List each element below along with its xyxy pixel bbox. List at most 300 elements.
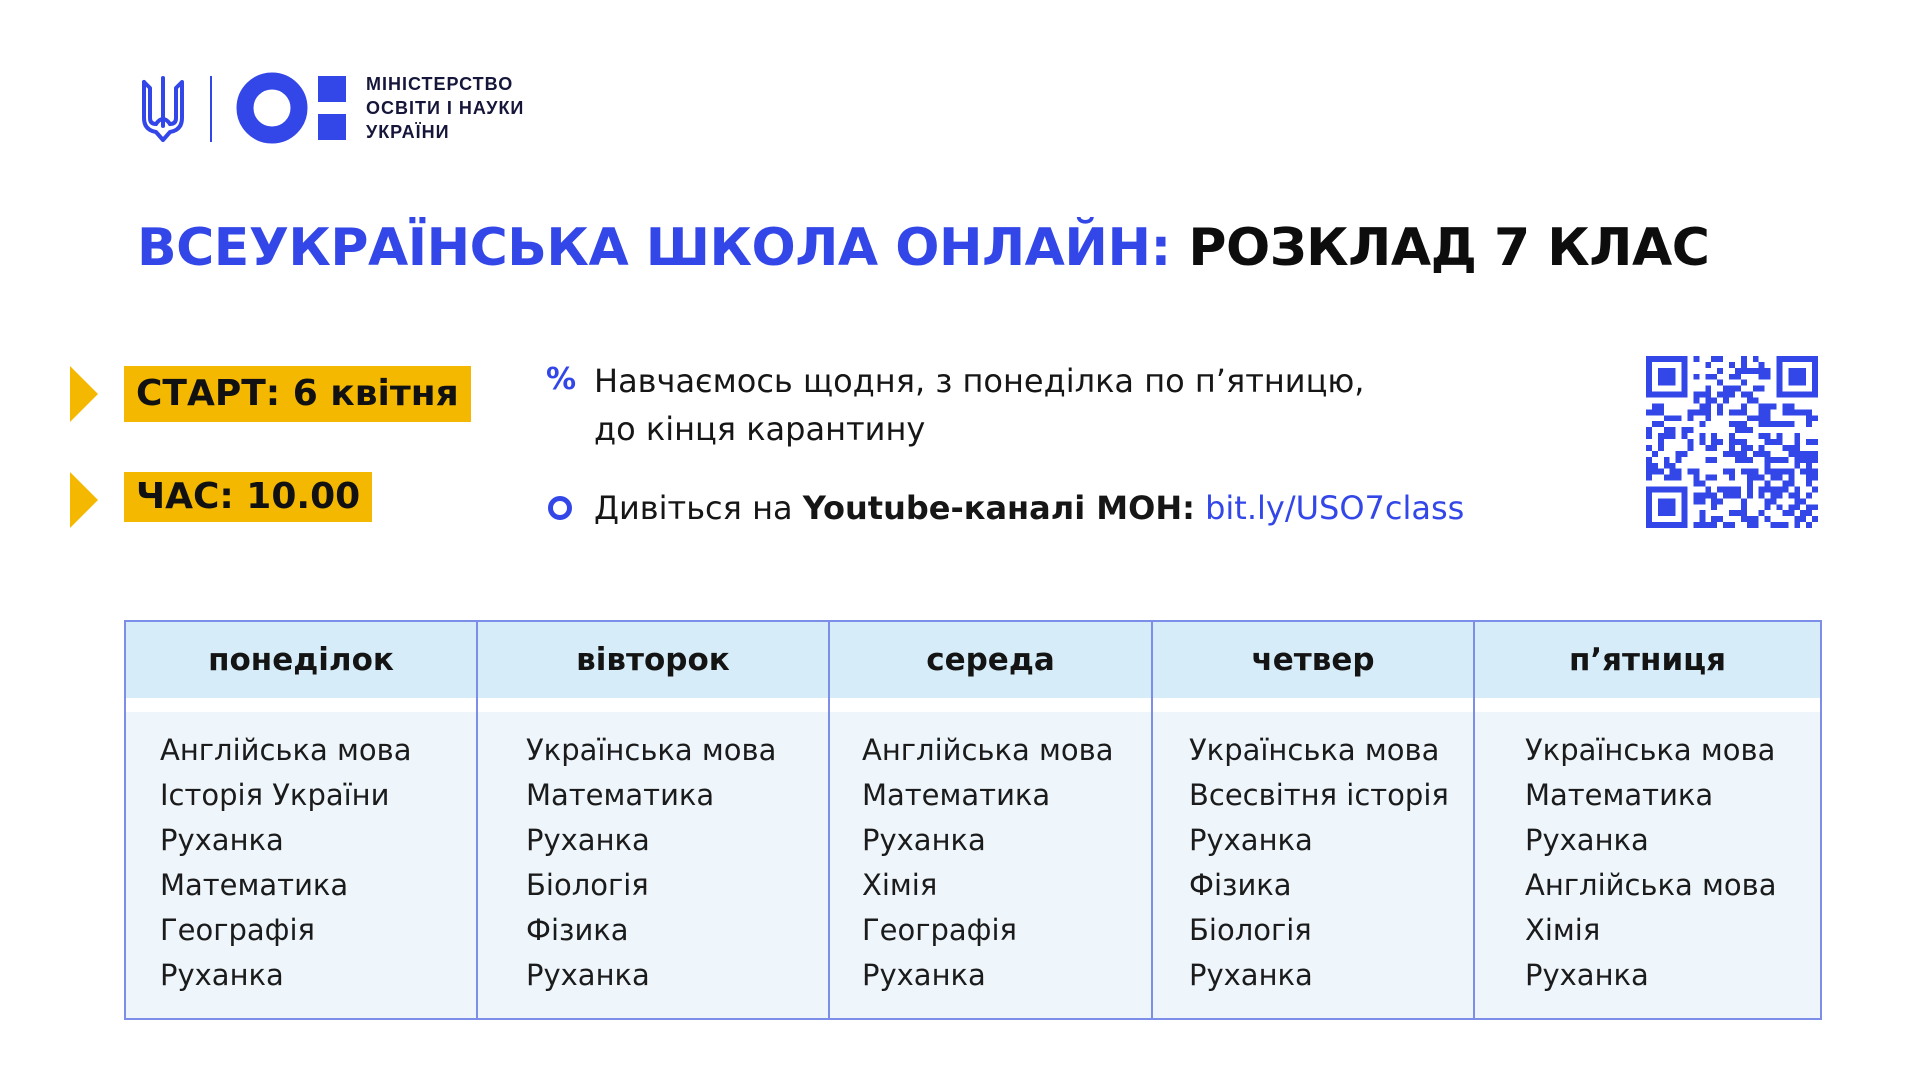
qr-module bbox=[1676, 451, 1682, 457]
qr-module bbox=[1682, 380, 1688, 386]
qr-module bbox=[1806, 439, 1812, 445]
qr-module bbox=[1652, 409, 1658, 415]
qr-module bbox=[1806, 392, 1812, 398]
qr-module bbox=[1664, 504, 1670, 510]
qr-module bbox=[1794, 451, 1800, 457]
qr-module bbox=[1812, 475, 1818, 481]
qr-module bbox=[1670, 504, 1676, 510]
qr-module bbox=[1658, 421, 1664, 427]
day-column-monday bbox=[126, 622, 478, 1018]
qr-module bbox=[1782, 445, 1788, 451]
qr-module bbox=[1741, 516, 1747, 522]
qr-module bbox=[1788, 392, 1794, 398]
subject: Англійська мова bbox=[160, 733, 412, 767]
qr-module bbox=[1788, 368, 1794, 374]
qr-module bbox=[1682, 433, 1688, 439]
qr-module bbox=[1658, 522, 1664, 528]
qr-module bbox=[1759, 433, 1765, 439]
qr-module bbox=[1652, 469, 1658, 475]
qr-module bbox=[1794, 445, 1800, 451]
qr-module bbox=[1670, 486, 1676, 492]
qr-module bbox=[1782, 481, 1788, 487]
qr-module bbox=[1682, 427, 1688, 433]
qr-module bbox=[1676, 475, 1682, 481]
qr-module bbox=[1658, 439, 1664, 445]
day-column-friday bbox=[1475, 622, 1820, 1018]
qr-module bbox=[1711, 398, 1717, 404]
qr-module bbox=[1676, 457, 1682, 463]
qr-module bbox=[1646, 409, 1652, 415]
qr-module bbox=[1705, 403, 1711, 409]
qr-module bbox=[1776, 374, 1782, 380]
qr-module bbox=[1765, 439, 1771, 445]
title-blue-part: ВСЕУКРАЇНСЬКА ШКОЛА ОНЛАЙН: bbox=[137, 218, 1171, 278]
qr-module bbox=[1806, 475, 1812, 481]
ministry-line-1: МІНІСТЕРСТВО bbox=[366, 74, 514, 94]
qr-module bbox=[1658, 486, 1664, 492]
qr-module bbox=[1765, 374, 1771, 380]
qr-module bbox=[1776, 522, 1782, 528]
subject: Історія України bbox=[160, 778, 390, 812]
day-column-thursday bbox=[1153, 622, 1475, 1018]
qr-module bbox=[1658, 433, 1664, 439]
qr-module bbox=[1699, 510, 1705, 516]
qr-module bbox=[1682, 374, 1688, 380]
qr-module bbox=[1670, 498, 1676, 504]
qr-module bbox=[1771, 457, 1777, 463]
qr-module bbox=[1652, 486, 1658, 492]
qr-module bbox=[1664, 475, 1670, 481]
qr-module bbox=[1806, 504, 1812, 510]
qr-module bbox=[1705, 362, 1711, 368]
qr-module bbox=[1794, 374, 1800, 380]
qr-module bbox=[1788, 475, 1794, 481]
qr-module bbox=[1711, 504, 1717, 510]
subject: Українська мова bbox=[526, 733, 777, 767]
qr-module bbox=[1646, 356, 1652, 362]
subject: Хімія bbox=[862, 868, 938, 902]
qr-module bbox=[1800, 498, 1806, 504]
qr-module bbox=[1646, 475, 1652, 481]
qr-module bbox=[1664, 457, 1670, 463]
qr-module bbox=[1782, 409, 1788, 415]
qr-module bbox=[1729, 374, 1735, 380]
qr-module bbox=[1729, 486, 1735, 492]
qr-module bbox=[1705, 475, 1711, 481]
qr-module bbox=[1753, 356, 1759, 362]
qr-module bbox=[1699, 481, 1705, 487]
qr-module bbox=[1735, 374, 1741, 380]
qr-module bbox=[1741, 368, 1747, 374]
qr-module bbox=[1753, 368, 1759, 374]
qr-module bbox=[1741, 469, 1747, 475]
qr-module bbox=[1794, 380, 1800, 386]
youtube-channel-label: Youtube-каналі МОН: bbox=[802, 489, 1195, 527]
qr-module bbox=[1676, 392, 1682, 398]
subject: Математика bbox=[160, 868, 349, 902]
qr-module bbox=[1771, 522, 1777, 528]
qr-module bbox=[1723, 486, 1729, 492]
qr-module bbox=[1765, 457, 1771, 463]
qr-module bbox=[1699, 409, 1705, 415]
subject: Англійська мова bbox=[862, 733, 1114, 767]
subject: Українська мова bbox=[1189, 733, 1440, 767]
qr-module bbox=[1741, 510, 1747, 516]
qr-module bbox=[1788, 403, 1794, 409]
qr-module bbox=[1729, 510, 1735, 516]
qr-module bbox=[1693, 392, 1699, 398]
qr-module bbox=[1753, 386, 1759, 392]
qr-module bbox=[1741, 445, 1747, 451]
subject: Хімія bbox=[1525, 913, 1601, 947]
qr-module bbox=[1753, 522, 1759, 528]
qr-module bbox=[1664, 433, 1670, 439]
qr-module bbox=[1788, 481, 1794, 487]
ministry-line-3: УКРАЇНИ bbox=[366, 122, 450, 142]
qr-module bbox=[1800, 457, 1806, 463]
qr-module bbox=[1717, 516, 1723, 522]
qr-module bbox=[1658, 469, 1664, 475]
qr-module bbox=[1682, 498, 1688, 504]
qr-module bbox=[1705, 386, 1711, 392]
qr-module bbox=[1800, 380, 1806, 386]
schedule-table bbox=[124, 620, 1822, 1020]
qr-module bbox=[1717, 403, 1723, 409]
qr-module bbox=[1658, 510, 1664, 516]
qr-module bbox=[1782, 392, 1788, 398]
subject: Руханка bbox=[1189, 958, 1313, 992]
qr-module bbox=[1646, 504, 1652, 510]
qr-module bbox=[1699, 421, 1705, 427]
qr-module bbox=[1747, 457, 1753, 463]
qr-module bbox=[1753, 469, 1759, 475]
qr-module bbox=[1717, 486, 1723, 492]
qr-module bbox=[1741, 421, 1747, 427]
qr-module bbox=[1682, 392, 1688, 398]
qr-module bbox=[1782, 457, 1788, 463]
qr-module bbox=[1747, 516, 1753, 522]
qr-module bbox=[1765, 486, 1771, 492]
qr-module bbox=[1794, 498, 1800, 504]
ministry-line-2: ОСВІТИ І НАУКИ bbox=[366, 98, 525, 118]
subject: Математика bbox=[526, 778, 715, 812]
qr-module bbox=[1682, 486, 1688, 492]
qr-module bbox=[1765, 421, 1771, 427]
qr-module bbox=[1717, 356, 1723, 362]
qr-module bbox=[1693, 475, 1699, 481]
qr-module bbox=[1717, 392, 1723, 398]
qr-module bbox=[1771, 498, 1777, 504]
qr-module bbox=[1735, 368, 1741, 374]
qr-module bbox=[1812, 392, 1818, 398]
title-dark-part: РОЗКЛАД 7 КЛАС bbox=[1188, 218, 1710, 278]
qr-module bbox=[1688, 439, 1694, 445]
qr-module bbox=[1670, 475, 1676, 481]
qr-module bbox=[1693, 374, 1699, 380]
qr-module bbox=[1776, 380, 1782, 386]
qr-module bbox=[1664, 486, 1670, 492]
qr-module bbox=[1711, 516, 1717, 522]
qr-module bbox=[1788, 409, 1794, 415]
qr-module bbox=[1682, 451, 1688, 457]
qr-module bbox=[1658, 356, 1664, 362]
qr-module bbox=[1676, 356, 1682, 362]
qr-module bbox=[1646, 433, 1652, 439]
arrow-icon bbox=[70, 472, 98, 528]
qr-module bbox=[1800, 409, 1806, 415]
qr-module bbox=[1711, 498, 1717, 504]
qr-module bbox=[1682, 362, 1688, 368]
qr-module bbox=[1664, 498, 1670, 504]
qr-module bbox=[1806, 356, 1812, 362]
qr-module bbox=[1747, 392, 1753, 398]
qr-module bbox=[1788, 380, 1794, 386]
qr-module bbox=[1699, 392, 1705, 398]
qr-module bbox=[1676, 469, 1682, 475]
qr-module bbox=[1812, 451, 1818, 457]
qr-module bbox=[1670, 433, 1676, 439]
qr-module bbox=[1693, 481, 1699, 487]
qr-module bbox=[1664, 427, 1670, 433]
qr-module bbox=[1794, 392, 1800, 398]
day-header: середа bbox=[830, 622, 1151, 712]
qr-module bbox=[1670, 522, 1676, 528]
subject: Руханка bbox=[160, 823, 284, 857]
qr-module bbox=[1682, 356, 1688, 362]
qr-module bbox=[1741, 362, 1747, 368]
qr-module bbox=[1759, 445, 1765, 451]
qr-module bbox=[1788, 469, 1794, 475]
qr-module bbox=[1646, 469, 1652, 475]
qr-module bbox=[1765, 481, 1771, 487]
qr-module bbox=[1759, 409, 1765, 415]
qr-module bbox=[1699, 433, 1705, 439]
qr-module bbox=[1812, 362, 1818, 368]
qr-module bbox=[1705, 492, 1711, 498]
qr-module bbox=[1771, 475, 1777, 481]
qr-module bbox=[1729, 439, 1735, 445]
qr-module bbox=[1682, 510, 1688, 516]
qr-module bbox=[1741, 451, 1747, 457]
qr-module bbox=[1723, 492, 1729, 498]
qr-module bbox=[1776, 362, 1782, 368]
qr-module bbox=[1735, 439, 1741, 445]
subject: Математика bbox=[1525, 778, 1714, 812]
qr-module bbox=[1711, 439, 1717, 445]
qr-module bbox=[1776, 421, 1782, 427]
qr-module bbox=[1776, 433, 1782, 439]
qr-module bbox=[1658, 403, 1664, 409]
qr-module bbox=[1729, 522, 1735, 528]
qr-module bbox=[1812, 374, 1818, 380]
qr-module bbox=[1788, 492, 1794, 498]
info-line-1b: до кінця карантину bbox=[594, 410, 926, 448]
qr-module bbox=[1682, 504, 1688, 510]
qr-module bbox=[1765, 403, 1771, 409]
qr-module bbox=[1782, 421, 1788, 427]
qr-module bbox=[1670, 368, 1676, 374]
start-badge: СТАРТ: 6 квітня bbox=[124, 366, 471, 422]
qr-module bbox=[1735, 409, 1741, 415]
qr-module bbox=[1753, 516, 1759, 522]
qr-module bbox=[1776, 356, 1782, 362]
qr-module bbox=[1670, 510, 1676, 516]
qr-module bbox=[1800, 368, 1806, 374]
qr-module bbox=[1664, 392, 1670, 398]
qr-module bbox=[1646, 368, 1652, 374]
qr-module bbox=[1806, 415, 1812, 421]
qr-module bbox=[1693, 492, 1699, 498]
qr-module bbox=[1705, 374, 1711, 380]
qr-module bbox=[1741, 403, 1747, 409]
qr-module bbox=[1646, 498, 1652, 504]
qr-module bbox=[1776, 486, 1782, 492]
qr-module bbox=[1693, 398, 1699, 404]
qr-module bbox=[1693, 409, 1699, 415]
qr-module bbox=[1806, 409, 1812, 415]
qr-module bbox=[1646, 486, 1652, 492]
qr-module bbox=[1652, 403, 1658, 409]
qr-module bbox=[1699, 403, 1705, 409]
ring-icon bbox=[548, 496, 572, 520]
qr-module bbox=[1652, 356, 1658, 362]
qr-module bbox=[1676, 522, 1682, 528]
qr-module bbox=[1776, 469, 1782, 475]
subject: Українська мова bbox=[1525, 733, 1776, 767]
logo-divider bbox=[210, 76, 212, 142]
qr-module bbox=[1705, 457, 1711, 463]
qr-module bbox=[1747, 368, 1753, 374]
qr-module bbox=[1658, 380, 1664, 386]
qr-module bbox=[1735, 421, 1741, 427]
qr-module bbox=[1646, 380, 1652, 386]
qr-module bbox=[1693, 498, 1699, 504]
qr-module bbox=[1664, 463, 1670, 469]
qr-module bbox=[1646, 522, 1652, 528]
qr-module bbox=[1688, 415, 1694, 421]
qr-module bbox=[1676, 486, 1682, 492]
qr-module bbox=[1699, 522, 1705, 528]
qr-module bbox=[1723, 398, 1729, 404]
qr-module bbox=[1652, 463, 1658, 469]
qr-module bbox=[1765, 415, 1771, 421]
qr-module bbox=[1670, 427, 1676, 433]
qr-module bbox=[1794, 516, 1800, 522]
qr-module bbox=[1646, 457, 1652, 463]
subject: Англійська мова bbox=[1525, 868, 1777, 902]
subject: Біологія bbox=[526, 868, 649, 902]
qr-module bbox=[1717, 498, 1723, 504]
youtube-link[interactable]: bit.ly/USO7class bbox=[1205, 489, 1465, 527]
qr-module bbox=[1729, 421, 1735, 427]
qr-module bbox=[1806, 469, 1812, 475]
qr-module bbox=[1812, 486, 1818, 492]
qr-module bbox=[1699, 498, 1705, 504]
qr-module bbox=[1646, 362, 1652, 368]
qr-module bbox=[1747, 445, 1753, 451]
qr-module bbox=[1800, 469, 1806, 475]
qr-module bbox=[1646, 427, 1652, 433]
qr-module bbox=[1741, 504, 1747, 510]
qr-module bbox=[1800, 510, 1806, 516]
qr-module bbox=[1705, 486, 1711, 492]
qr-module bbox=[1812, 356, 1818, 362]
qr-module bbox=[1788, 445, 1794, 451]
qr-module bbox=[1729, 475, 1735, 481]
qr-module bbox=[1646, 492, 1652, 498]
qr-module bbox=[1664, 356, 1670, 362]
day-header: понеділок bbox=[126, 622, 476, 712]
qr-module bbox=[1735, 510, 1741, 516]
qr-module bbox=[1729, 433, 1735, 439]
qr-module bbox=[1771, 492, 1777, 498]
qr-module bbox=[1794, 457, 1800, 463]
qr-module bbox=[1782, 356, 1788, 362]
qr-module bbox=[1729, 386, 1735, 392]
qr-module bbox=[1670, 463, 1676, 469]
qr-module bbox=[1735, 451, 1741, 457]
qr-module bbox=[1658, 374, 1664, 380]
qr-module bbox=[1771, 403, 1777, 409]
qr-module bbox=[1682, 522, 1688, 528]
qr-module bbox=[1812, 386, 1818, 392]
qr-module bbox=[1729, 409, 1735, 415]
qr-module bbox=[1794, 356, 1800, 362]
qr-module bbox=[1652, 392, 1658, 398]
qr-module bbox=[1788, 356, 1794, 362]
qr-module bbox=[1646, 510, 1652, 516]
qr-module bbox=[1729, 362, 1735, 368]
qr-module bbox=[1729, 445, 1735, 451]
qr-module bbox=[1705, 415, 1711, 421]
qr-module bbox=[1729, 469, 1735, 475]
qr-module bbox=[1747, 492, 1753, 498]
qr-module bbox=[1664, 415, 1670, 421]
qr-module bbox=[1699, 492, 1705, 498]
subject: Біологія bbox=[1189, 913, 1312, 947]
subject: Географія bbox=[862, 913, 1017, 947]
qr-module bbox=[1664, 522, 1670, 528]
qr-module bbox=[1670, 356, 1676, 362]
qr-module bbox=[1782, 510, 1788, 516]
qr-module bbox=[1652, 421, 1658, 427]
qr-module bbox=[1771, 439, 1777, 445]
qr-module bbox=[1711, 457, 1717, 463]
qr-module bbox=[1812, 439, 1818, 445]
subject: Руханка bbox=[1525, 823, 1649, 857]
qr-module bbox=[1794, 492, 1800, 498]
qr-module bbox=[1812, 504, 1818, 510]
qr-module bbox=[1741, 409, 1747, 415]
qr-module bbox=[1688, 469, 1694, 475]
qr-module bbox=[1759, 415, 1765, 421]
qr-module bbox=[1776, 439, 1782, 445]
qr-module bbox=[1759, 421, 1765, 427]
qr-module bbox=[1705, 398, 1711, 404]
qr-module bbox=[1682, 492, 1688, 498]
qr-module bbox=[1759, 492, 1765, 498]
qr-module bbox=[1765, 498, 1771, 504]
qr-module bbox=[1658, 498, 1664, 504]
qr-module bbox=[1682, 516, 1688, 522]
subject: Математика bbox=[862, 778, 1051, 812]
qr-module bbox=[1705, 392, 1711, 398]
qr-module bbox=[1699, 439, 1705, 445]
qr-module bbox=[1776, 457, 1782, 463]
qr-module bbox=[1812, 469, 1818, 475]
qr-module bbox=[1735, 486, 1741, 492]
qr-module bbox=[1741, 427, 1747, 433]
